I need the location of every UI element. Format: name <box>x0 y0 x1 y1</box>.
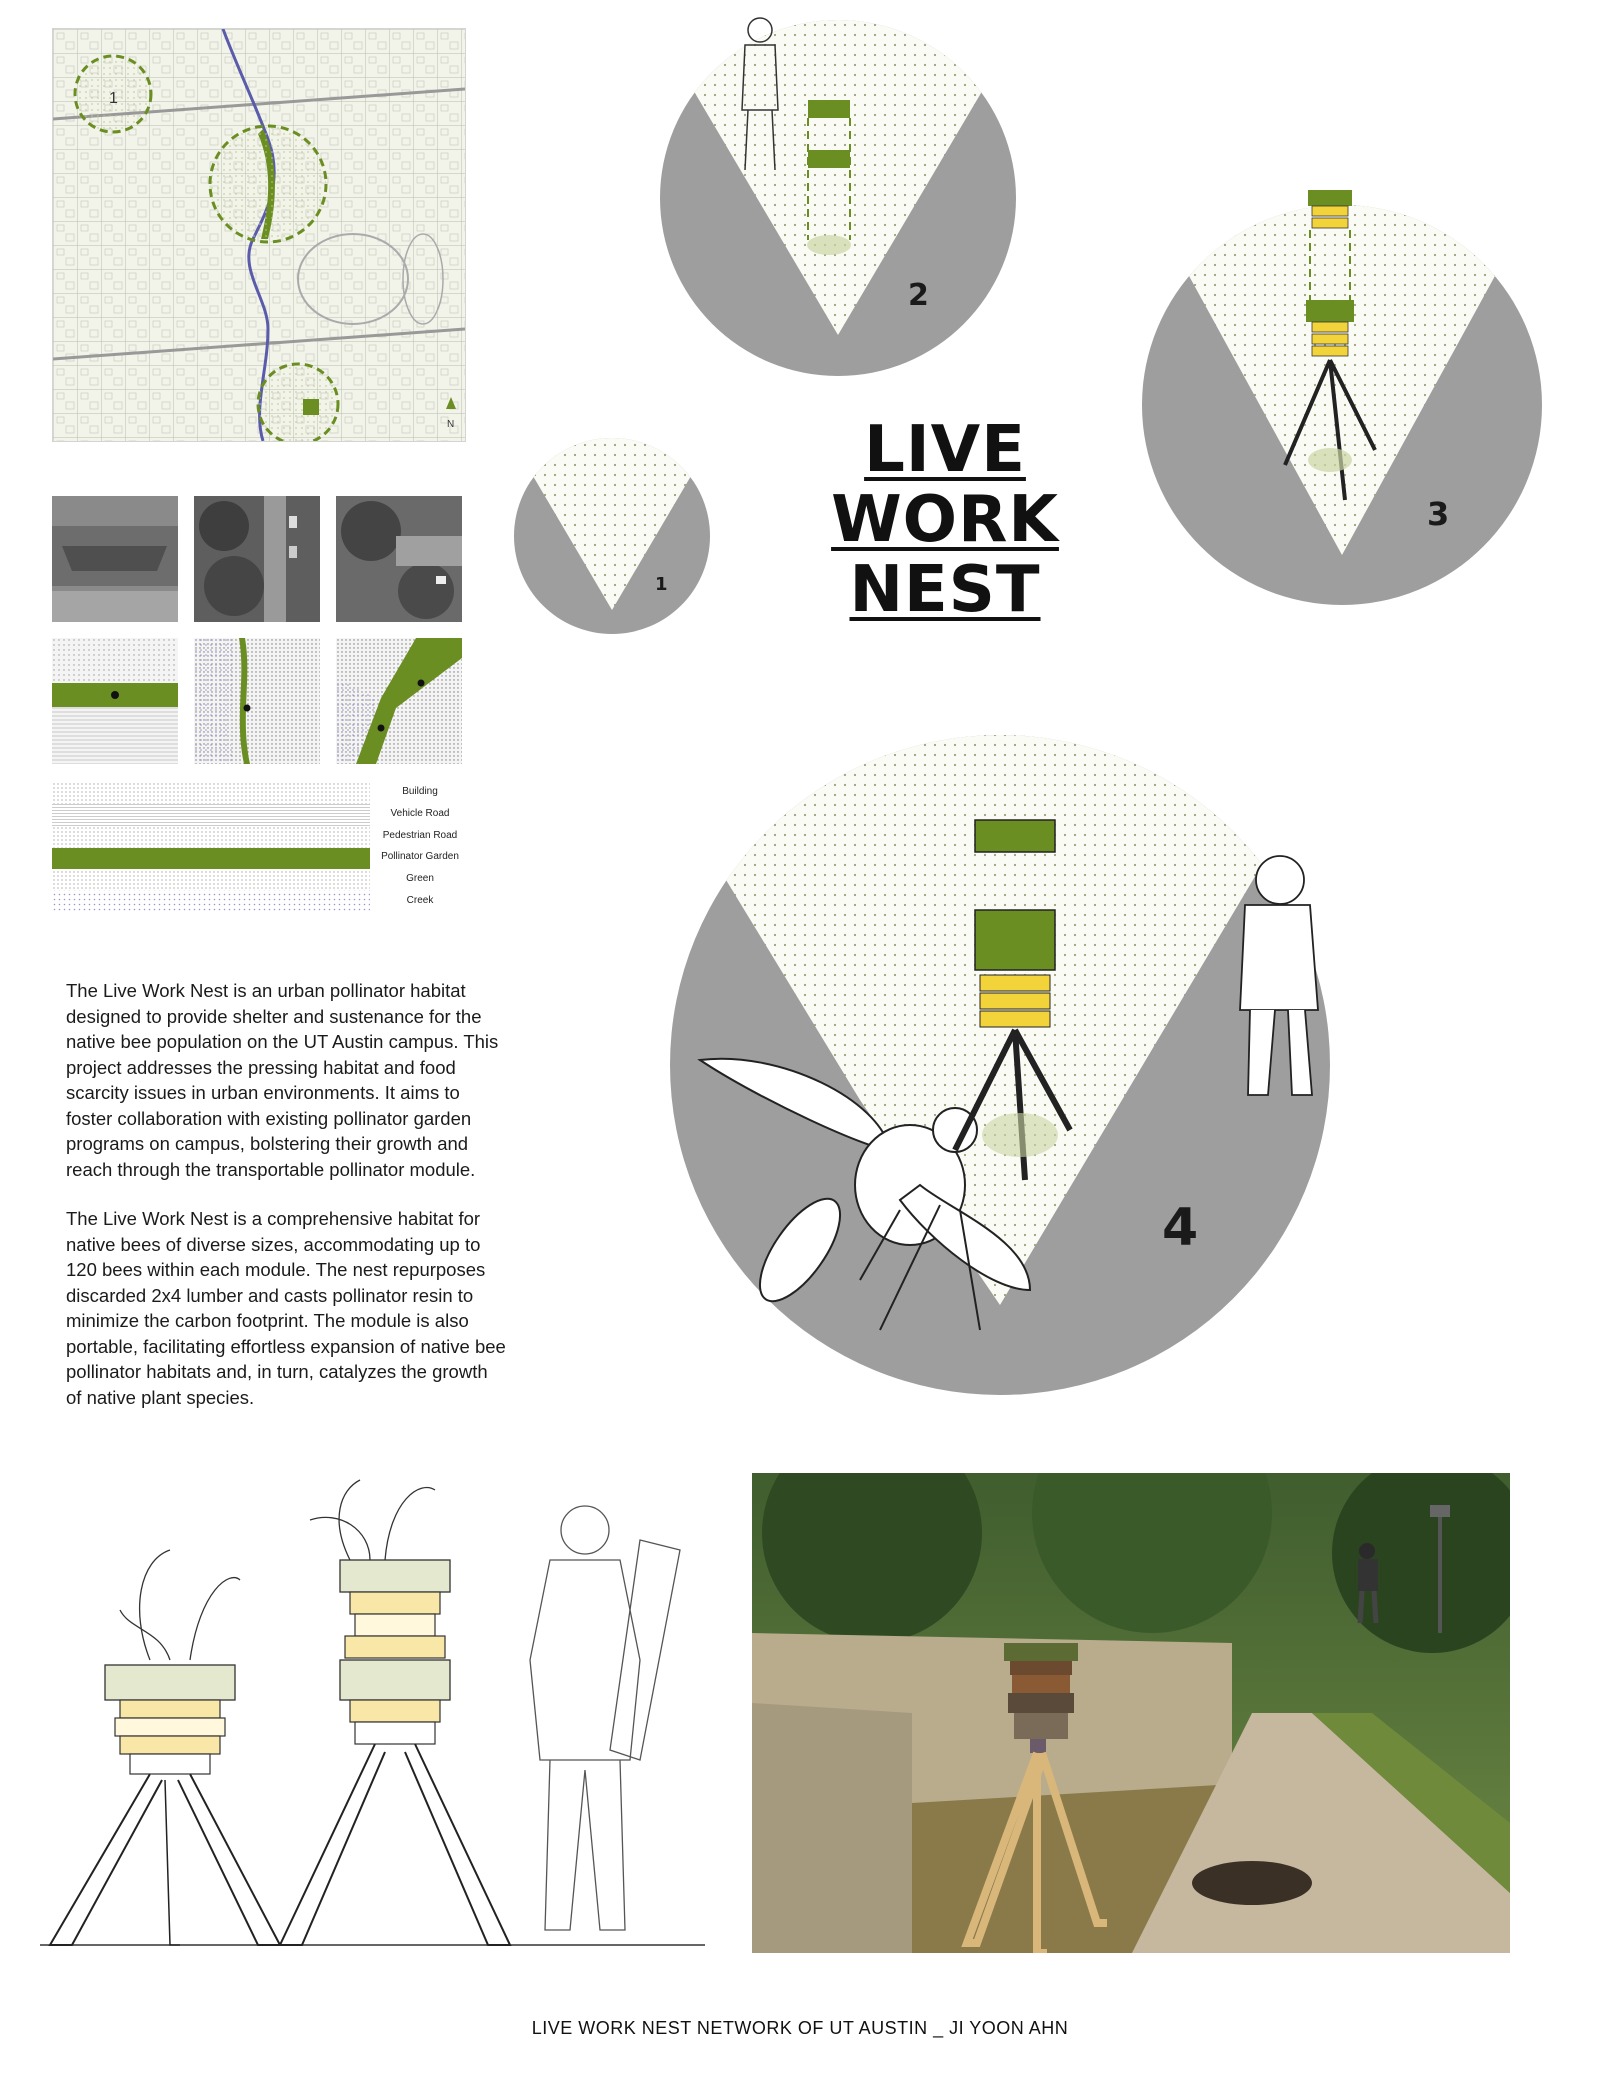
circle-2 <box>640 0 1036 376</box>
circle-1-number: 1 <box>655 574 668 595</box>
legend-label-building: Building <box>402 786 438 797</box>
map-site-label: 1 <box>109 90 118 107</box>
legend-label-pollinator-garden: Pollinator Garden <box>381 851 459 862</box>
circle-1 <box>500 420 724 634</box>
description-paragraph-1: The Live Work Nest is an urban pollinator habitat designed to provide shelter and sustenance for the native bee population on the UT Austin campus. This project addresses the pressing habitat and food scarcity issues in urban environments. It aims to foster collaboration with existing pollinator garden programs on campus, bolstering their growth and reach through the transportable pollinator module. <box>66 980 499 1180</box>
circle-3-number: 3 <box>1427 495 1450 533</box>
elevation-drawing <box>40 1460 710 1960</box>
title-line-work: WORK <box>831 483 1059 557</box>
legend-label-vehicle-road: Vehicle Road <box>390 808 450 819</box>
project-description <box>66 978 506 1434</box>
circle-3 <box>1120 150 1564 605</box>
legend-label-green: Green <box>406 873 434 884</box>
module-ring-2a <box>808 100 850 118</box>
tall-module-elevation <box>280 1480 510 1945</box>
legend-label-pedestrian-road: Pedestrian Road <box>382 830 458 841</box>
circle-2-number: 2 <box>908 278 929 313</box>
title-line-nest: NEST <box>849 553 1041 627</box>
title-line-live: LIVE <box>864 413 1026 487</box>
legend-label-creek: Creek <box>406 895 434 906</box>
site-photo <box>752 1473 1510 1953</box>
footer-credit: LIVE WORK NEST NETWORK OF UT AUSTIN _ JI YOON AHN <box>531 2018 1069 2038</box>
circle-4-number: 4 <box>1162 1198 1199 1258</box>
north-label: N <box>447 419 455 430</box>
module-ring-2b <box>808 150 850 168</box>
poster-title <box>820 415 1070 625</box>
person-outline-elevation <box>530 1506 680 1930</box>
description-paragraph-2: The Live Work Nest is a comprehensive habitat for native bees of diverse sizes, accommodating up to 120 bees within each module. The nest repurposes discarded 2x4 lumber and casts pollinator resin to minimize the carbon footprint. The module is also portable, facilitating effortless expansion of native bee pollinator habitats and, in turn, catalyzes the growth of native plant species. <box>66 1208 506 1408</box>
circle-4 <box>640 700 1360 1395</box>
small-module-elevation <box>50 1550 280 1945</box>
